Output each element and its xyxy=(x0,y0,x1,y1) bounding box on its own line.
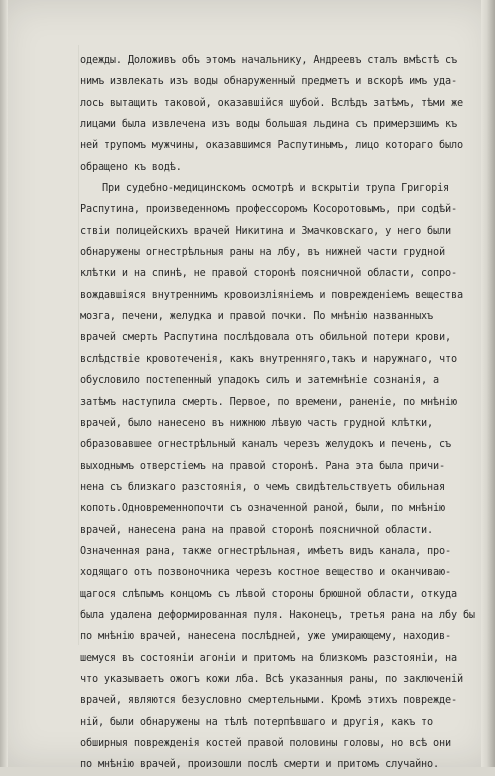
text-line: по мнѣнію врачей, произошли послѣ смерти и притомъ случайно. xyxy=(80,759,440,771)
text-line: мозга, печени, желудка и правой почки. По мнѣнію названныхъ xyxy=(80,311,434,323)
text-line: вождавшіяся внутреннимъ кровоизліяніемъ и поврежденіемъ вещества xyxy=(80,289,463,301)
text-line: по мнѣнію врачей, нанесена послѣдней, уже умирающему, находив- xyxy=(80,631,451,643)
text-line: выходнымъ отверстіемъ на правой сторонѣ. Рана эта была причи- xyxy=(80,460,445,472)
text-line: врачей смерть Распутина послѣдовала отъ обильной потери крови, xyxy=(80,332,451,344)
page-right-edge xyxy=(481,0,495,767)
text-line: нена съ близкаго разстоянія, о чемъ свидѣтельствуетъ обильная xyxy=(80,481,445,493)
text-line: образовавшее огнестрѣльный каналъ черезъ желудокъ и печень, съ xyxy=(80,439,451,451)
text-line: врачей, являются безусловно смертельными. Кромѣ этихъ поврежде- xyxy=(80,695,457,707)
text-line: обусловило постепенный упадокъ силъ и затемнѣніе сознанія, а xyxy=(80,375,440,387)
text-line: ней трупомъ мужчины, оказавшимся Распутинымъ, лицо котораго было xyxy=(80,140,463,152)
text-line: Распутина, произведенномъ профессоромъ Косоротовымъ, при содѣй- xyxy=(80,204,457,216)
text-line: Означенная рана, также огнестрѣльная, имѣетъ видъ канала, про- xyxy=(80,545,451,557)
text-line: копоть.Одновременнопочти съ означенной раной, были, по мнѣнію xyxy=(80,503,445,515)
text-line: была удалена деформированная пуля. Наконецъ, третья рана на лбу бы xyxy=(80,609,475,621)
document-body xyxy=(80,50,482,776)
text-line: лицами была извлечена изъ воды большая льдина съ примерзшимъ къ xyxy=(80,119,457,131)
text-line: вслѣдствіе кровотеченія, какъ внутренняго,такъ и наружнаго, что xyxy=(80,353,457,365)
page-left-edge xyxy=(0,0,8,767)
text-line: одежды. Доложивъ объ этомъ начальнику, Андреевъ сталъ вмѣстѣ съ xyxy=(80,55,457,66)
text-line: обращено къ водѣ. xyxy=(80,161,182,173)
text-line: обширныя поврежденія костей правой половины головы, но всѣ они xyxy=(80,738,451,749)
text-line: щагося слѣпымъ концомъ съ лѣвой стороны брюшной области, откуда xyxy=(80,588,457,600)
text-line-paragraph-start: При судебно-медицинскомъ осмотрѣ и вскрытіи трупа Григорія xyxy=(102,183,450,195)
text-line: ній, были обнаружены на тѣлѣ потерпѣвшаго и другія, какъ то xyxy=(80,716,434,728)
text-line: врачей, нанесена рана на правой сторонѣ поясничной области. xyxy=(80,524,434,536)
text-line: затѣмъ наступила смерть. Первое, по времени, раненіе, по мнѣнію xyxy=(80,396,457,408)
text-line: что указываетъ ожогъ кожи лба. Всѣ указанныя раны, по заключеній xyxy=(80,673,463,685)
text-line: ствіи полицейскихъ врачей Никитина и Змачковскаго, у него были xyxy=(80,225,451,237)
text-line: клѣтки и на спинѣ, не правой сторонѣ поясничной области, сопро- xyxy=(80,268,457,280)
text-line: обнаружены огнестрѣльныя раны на лбу, въ нижней части грудной xyxy=(80,247,445,259)
text-line: ходящаго отъ позвоночника черезъ костное вещество и оканчиваю- xyxy=(80,567,451,579)
text-line: врачей, было нанесено въ нижнюю лѣвую часть грудной клѣтки, xyxy=(80,417,434,429)
text-line: лось вытащить таковой, оказавшійся шубой. Вслѣдъ затѣмъ, тѣми же xyxy=(80,97,463,109)
text-line: шемуся въ состояніи агоніи и притомъ на близкомъ разстояніи, на xyxy=(80,652,457,664)
page-margin-mark xyxy=(78,45,79,645)
text-line: нимъ извлекать изъ воды обнаруженный предметъ и вскорѣ имъ уда- xyxy=(80,76,457,88)
